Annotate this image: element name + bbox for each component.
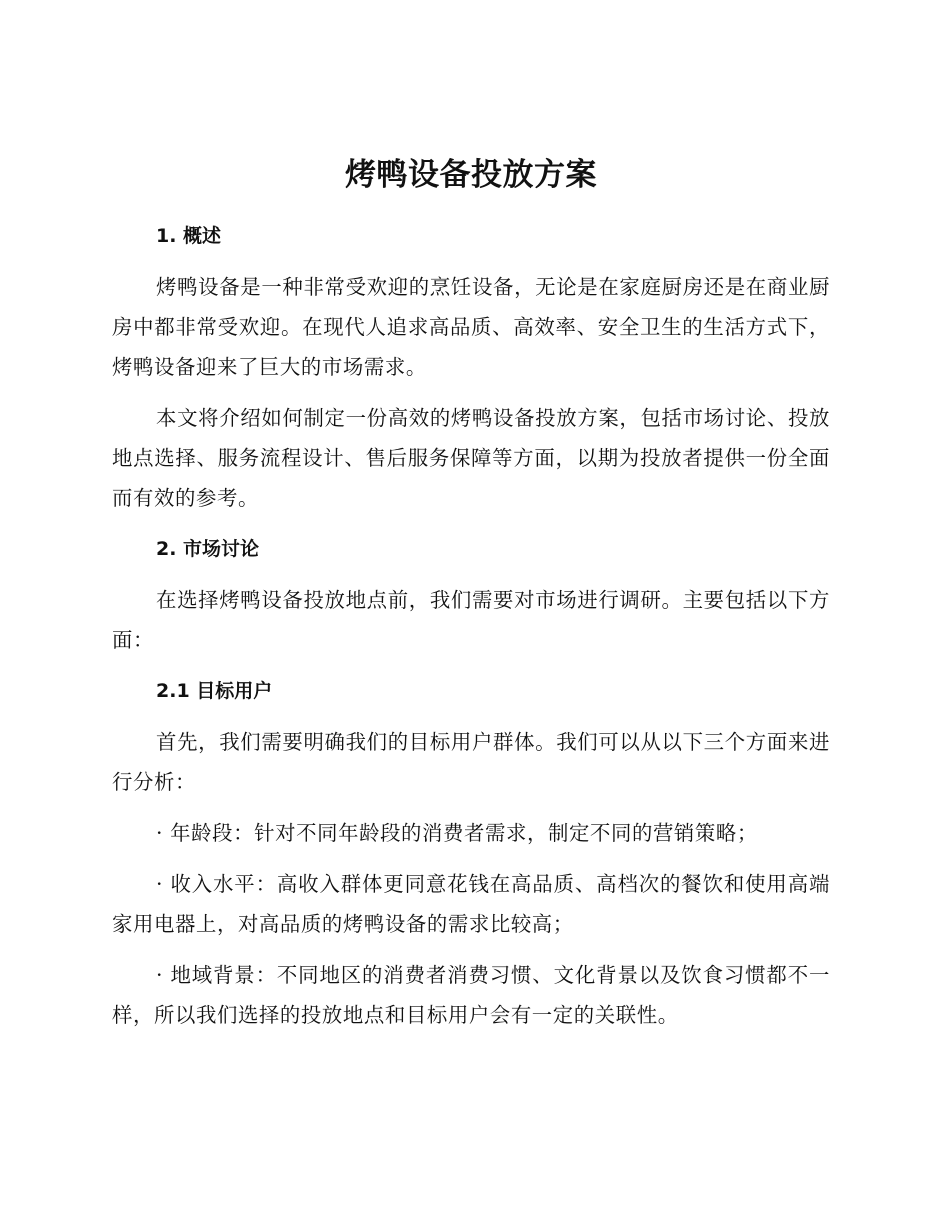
paragraph-target-users: 首先，我们需要明确我们的目标用户群体。我们可以从以下三个方面来进行分析： [112,730,830,794]
bullet-region: · 地域背景：不同地区的消费者消费习惯、文化背景以及饮食习惯都不一样，所以我们选择的投放地点和目标用户会有一定的关联性。 [112,963,830,1027]
section-heading-overview: 1. 概述 [156,225,222,247]
paragraph-intro: 烤鸭设备是一种非常受欢迎的烹饪设备，无论是在家庭厨房还是在商业厨房中都非常受欢迎。在现代人追求高品质、高效率、安全卫生的生活方式下，烤鸭设备迎来了巨大的市场需求。 [112,275,830,379]
section-heading-target-users: 2.1 目标用户 [156,680,273,702]
paragraph-market-research: 在选择烤鸭设备投放地点前，我们需要对市场进行调研。主要包括以下方面： [112,588,830,652]
bullet-age: · 年龄段：针对不同年龄段的消费者需求，制定不同的营销策略； [156,821,758,845]
paragraph-purpose: 本文将介绍如何制定一份高效的烤鸭设备投放方案，包括市场讨论、投放地点选择、服务流程设计、售后服务保障等方面，以期为投放者提供一份全面而有效的参考。 [112,406,830,510]
bullet-income: · 收入水平：高收入群体更同意花钱在高品质、高档次的餐饮和使用高端家用电器上，对高品质的烤鸭设备的需求比较高； [112,872,830,936]
section-heading-market: 2. 市场讨论 [156,538,260,560]
document-title: 烤鸭设备投放方案 [345,157,597,193]
document-page [112,148,830,1046]
